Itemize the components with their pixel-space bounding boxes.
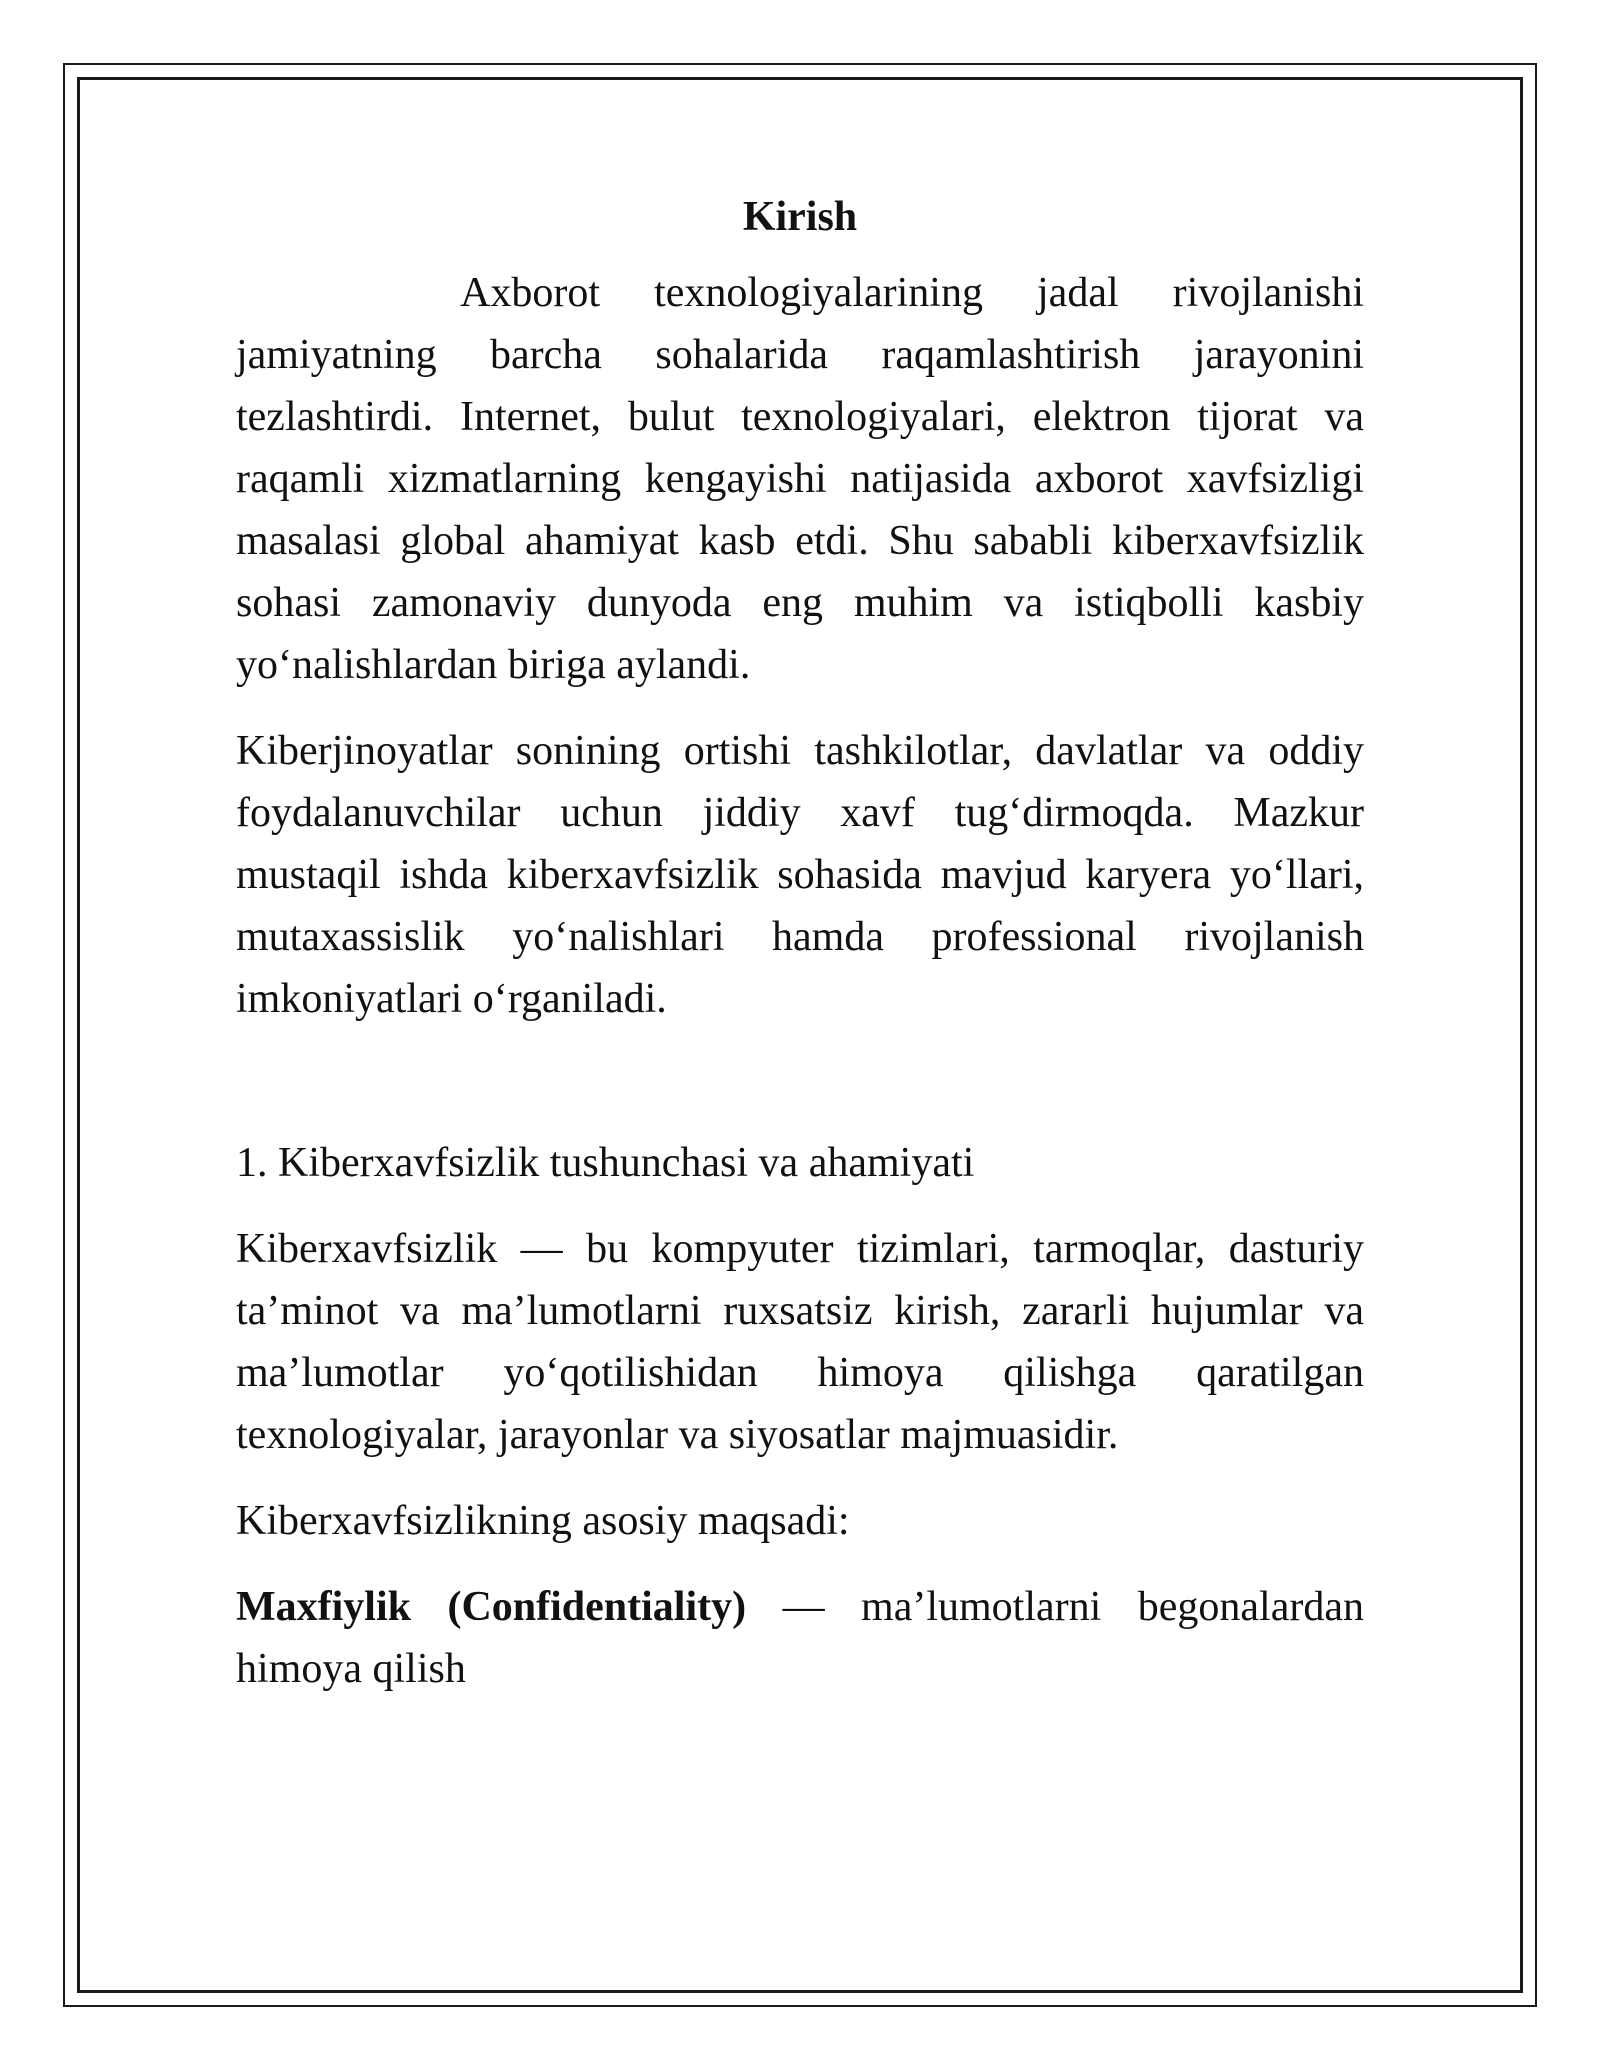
definition-paragraph: Kiberxavfsizlik — bu kompyuter tizimlari, tarmoqlar, dasturiy ta’minot va ma’lumotlarni ruxsatsiz kirish, zararli hujumlar va ma’lumotlar yo‘qotilishidan himoya qilishga qaratilgan texnologiyalar, jarayonlar va siyosatlar majmuasidir. <box>236 1226 1364 1458</box>
goal-item-term: Maxfiylik (Confidentiality) <box>236 1584 747 1630</box>
document-title: Kirish <box>742 194 858 240</box>
document-body <box>236 186 1364 1724</box>
goal-item-description: — ma’lumotlarni begonalardan himoya qilish <box>236 1584 1364 1692</box>
goal-item <box>236 1576 1364 1700</box>
section-heading: 1. Kiberxavfsizlik tushunchasi va ahamiyati <box>236 1140 975 1186</box>
goal-label: Kiberxavfsizlikning asosiy maqsadi: <box>236 1498 850 1544</box>
intro-paragraph-2: Kiberjinoyatlar sonining ortishi tashkilotlar, davlatlar va oddiy foydalanuvchilar uchun jiddiy xavf tug‘dirmoqda. Mazkur mustaqil ishda kiberxavfsizlik sohasida mavjud karyera yo‘llari, mutaxassislik yo‘nalishlari hamda professional rivojlanish imkoniyatlari o‘rganiladi. <box>236 728 1364 1022</box>
intro-paragraph-1: Axborot texnologiyalarining jadal rivojlanishi jamiyatning barcha sohalarida raqamlashtirish jarayonini tezlashtirdi. Internet, bulut texnologiyalari, elektron tijorat va raqamli xizmatlarning kengayishi natijasida axborot xavfsizligi masalasi global ahamiyat kasb etdi. Shu sababli kiberxavfsizlik sohasi zamonaviy dunyoda eng muhim va istiqbolli kasbiy yo‘nalishlardan biriga aylandi. <box>236 270 1364 688</box>
